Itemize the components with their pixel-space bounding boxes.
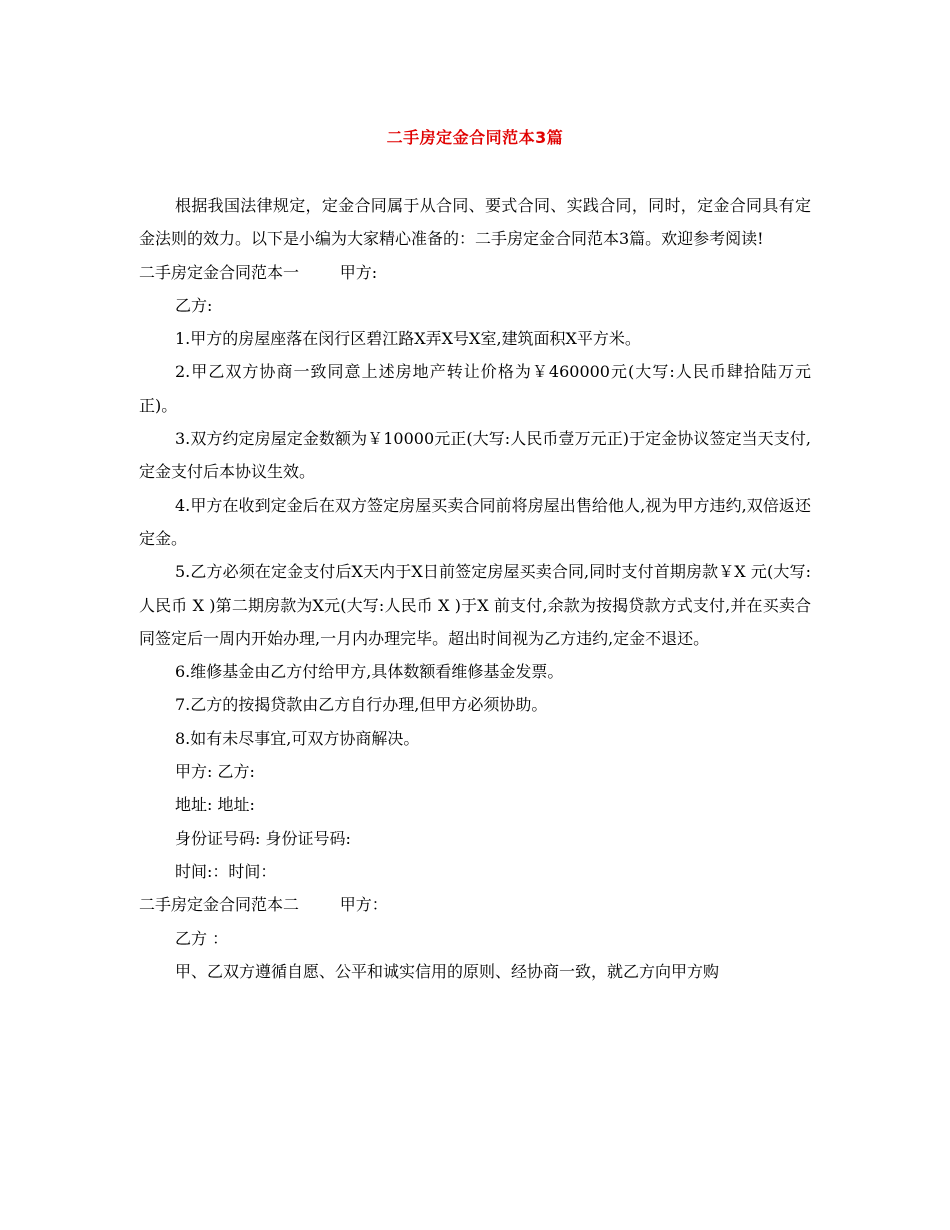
clause-4: 4.甲方在收到定金后在双方签定房屋买卖合同前将房屋出售给他人,视为甲方违约,双倍返还定金。 [139, 495, 811, 548]
clause-5: 5.乙方必须在定金支付后X天内于X日前签定房屋买卖合同,同时支付首期房款￥X 元(大写:人民币 X )第二期房款为X元(大写:人民币 X )于X 前支付,余款为按揭贷款方式支付,并在买卖合同签定后一周内开始办理,一月内办理完毕。超出时间视为乙方违约,定金不退还。 [139, 562, 811, 648]
section-1-heading: 二手房定金合同范本一 甲方: [139, 262, 378, 282]
signature-party-line: 甲方: 乙方: [175, 762, 255, 782]
clause-2: 2.甲乙双方协商一致同意上述房地产转让价格为￥460000元(大写:人民币肆拾陆万元正)。 [139, 362, 811, 415]
document-title: 二手房定金合同范本3篇 [386, 128, 564, 147]
clause-7: 7.乙方的按揭贷款由乙方自行办理,但甲方必须协助。 [175, 695, 548, 715]
signature-id-line: 身份证号码: 身份证号码: [175, 828, 351, 848]
signature-address-line: 地址: 地址: [175, 795, 255, 815]
section-2-heading: 二手房定金合同范本二 甲方： [139, 895, 388, 915]
clause-8: 8.如有未尽事宜,可双方协商解决。 [175, 728, 420, 748]
section-2-party-b: 乙方 ： [175, 928, 229, 948]
intro-paragraph: 根据我国法律规定，定金合同属于从合同、要式合同、实践合同，同时，定金合同具有定金法则的效力。以下是小编为大家精心准备的：二手房定金合同范本3篇。欢迎参考阅读! [139, 196, 811, 249]
signature-time-line: 时间:：时间： [175, 861, 277, 881]
section-1-party-b: 乙方: [175, 295, 213, 315]
clause-1: 1.甲方的房屋座落在闵行区碧江路X弄X号X室,建筑面积X平方米。 [175, 329, 641, 349]
clause-6: 6.维修基金由乙方付给甲方,具体数额看维修基金发票。 [175, 662, 564, 682]
section-2-opening: 甲、乙双方遵循自愿、公平和诚实信用的原则、经协商一致，就乙方向甲方购 [175, 961, 720, 981]
document-body [139, 189, 811, 988]
clause-3: 3.双方约定房屋定金数额为￥10000元正(大写:人民币壹万元正)于定金协议签定当天支付,定金支付后本协议生效。 [139, 429, 811, 482]
